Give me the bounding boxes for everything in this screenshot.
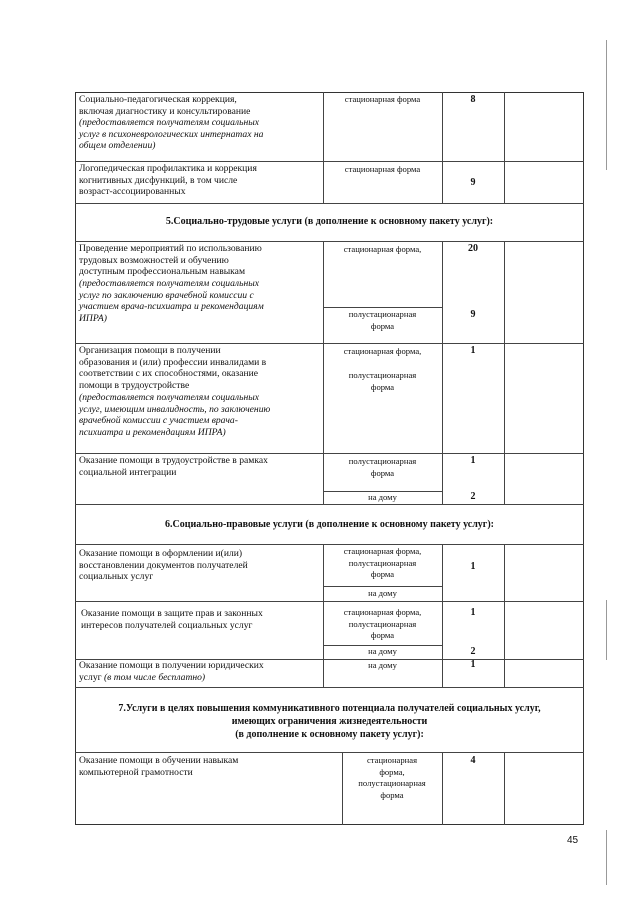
service-title: Оказание помощи в оформлении и(или) восстановлении документов получателей социальных услуг [79, 548, 248, 583]
service-note: (предоставляется получателям социальных услуг по заключению врачебной комиссии с участием врача-психиатра и рекомендациям ИПРА) [79, 278, 264, 324]
page-number: 45 [567, 835, 579, 846]
service-form: на дому [368, 660, 397, 670]
col-divider [504, 92, 505, 203]
service-count: 1 [470, 607, 476, 618]
service-count: 1 [470, 659, 476, 670]
row-divider [75, 544, 584, 545]
scan-edge [606, 40, 607, 170]
row-divider [75, 504, 584, 505]
service-form: стационарная форма, [343, 244, 422, 254]
service-count: 2 [470, 646, 476, 657]
service-form: полустационарная форма [348, 309, 417, 331]
row-divider [75, 343, 584, 344]
row-divider [75, 203, 584, 204]
service-count: 2 [470, 491, 476, 502]
service-form: стационарная форма [344, 164, 421, 174]
col-divider [504, 752, 505, 825]
service-form: на дому [368, 588, 397, 598]
section-heading: 7.Услуги в целях повышения коммуникативного потенциала получателей социальных услуг, имеющих ограничения жизнедеятельности (в дополнение к основному пакету услуг): [118, 703, 541, 740]
service-count: 9 [470, 309, 476, 320]
service-title: Социально-педагогическая коррекция, включая диагностику и консультирование [79, 94, 251, 117]
service-count: 9 [470, 177, 476, 188]
service-note: (предоставляется получателям социальных услуг, имеющим инвалидность, по заключению врачебной комиссии с участием врача- психиатра и рекомендациям ИПРА) [79, 392, 271, 438]
scan-edge [606, 600, 607, 660]
service-form: полустационарная форма [348, 456, 417, 478]
service-form: на дому [368, 492, 397, 502]
service-count: 1 [470, 561, 476, 572]
row-divider [323, 586, 442, 587]
service-title: Оказание помощи в защите прав и законных интересов получателей социальных услуг [81, 608, 263, 631]
section-heading: 6.Социально-правовые услуги (в дополнение к основному пакету услуг): [164, 519, 495, 530]
col-divider [323, 92, 324, 203]
service-form: стационарная форма, полустационарная форма [343, 607, 422, 640]
service-form: полустационарная форма [348, 370, 417, 392]
col-divider [504, 241, 505, 504]
service-form: стационарная форма, [343, 346, 422, 356]
service-count: 1 [470, 345, 476, 356]
row-divider [75, 453, 584, 454]
service-note: (в том числе бесплатно) [103, 671, 206, 683]
service-title-text: Оказание помощи в получении юридических услуг [79, 660, 264, 683]
service-title: Оказание помощи в трудоустройстве в рамках социальной интеграции [79, 455, 268, 478]
service-title [79, 660, 264, 683]
row-divider [323, 307, 442, 308]
service-count: 1 [470, 455, 476, 466]
service-note: (предоставляется получателям социальных услуг в психоневрологических интернатах на общем отделении) [79, 117, 264, 152]
service-form: стационарная форма, полустационарная форма [358, 755, 426, 800]
service-title: Оказание помощи в обучении навыкам компьютерной грамотности [79, 755, 239, 778]
service-title: Проведение мероприятий по использованию трудовых возможностей и обучению доступным профессиональным навыкам [79, 243, 262, 278]
service-count: 20 [468, 243, 478, 254]
scan-edge [606, 830, 607, 885]
row-divider [75, 161, 584, 162]
service-title: Логопедическая профилактика и коррекция когнитивных дисфункций, в том числе возраст-ассоциированных [79, 163, 257, 198]
section-heading: 5.Социально-трудовые услуги (в дополнение к основному пакету услуг): [165, 216, 494, 227]
service-count: 4 [470, 755, 476, 766]
service-count: 8 [470, 94, 476, 105]
service-title: Организация помощи в получении образования и (или) профессии инвалидами в соответствии с их способностями, оказание помощи в трудоустройстве [79, 345, 267, 391]
row-divider [75, 241, 584, 242]
row-divider [75, 687, 584, 688]
col-divider [504, 544, 505, 687]
service-form: стационарная форма, полустационарная форма [343, 546, 422, 579]
service-form: на дому [368, 646, 397, 656]
service-form: стационарная форма [344, 94, 421, 104]
row-divider [75, 752, 584, 753]
row-divider [75, 601, 584, 602]
